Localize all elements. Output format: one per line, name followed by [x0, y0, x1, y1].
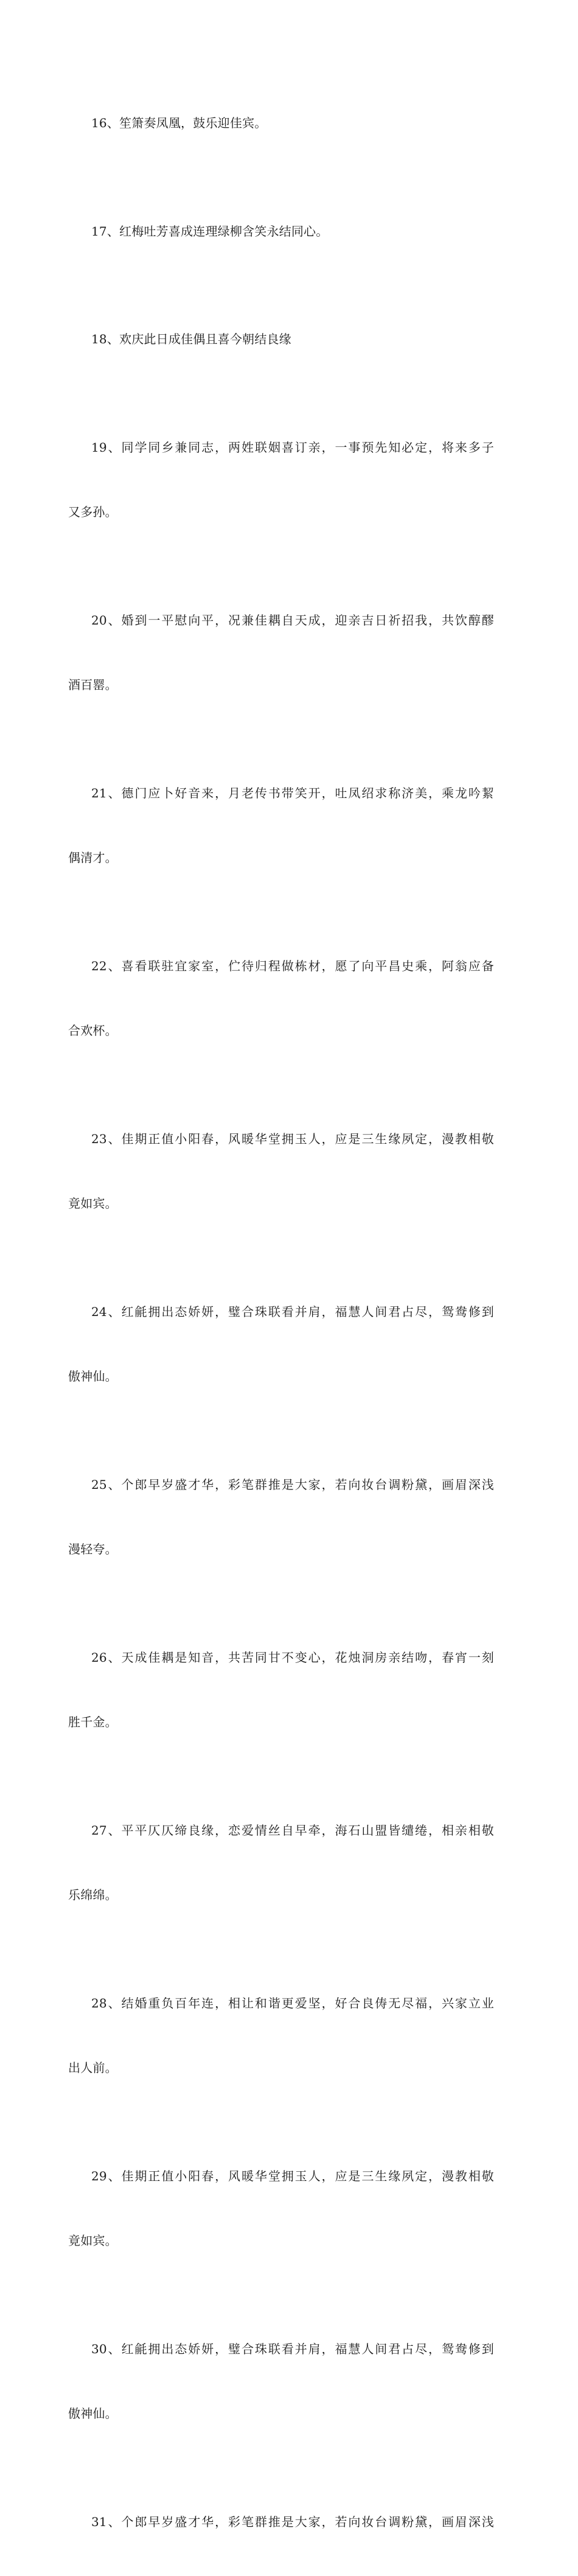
entry-line-1: 23、佳期正值小阳春，风暖华堂拥玉人，应是三生缘夙定，漫教相敬 — [68, 1129, 494, 1150]
list-item — [68, 1604, 494, 1777]
entry-line-1: 28、结婚重负百年连，相让和谐更爱坚，好合良俦无尽福，兴家立业 — [68, 1993, 494, 2015]
entry-line-1: 16、笙箫奏凤凰，鼓乐迎佳宾。 — [68, 113, 494, 135]
list-item — [68, 567, 494, 740]
list-item — [68, 1085, 494, 1258]
entry-line-1: 18、欢庆此日成佳偶且喜今朝结良缘 — [68, 329, 494, 351]
entry-line-2: 竟如宾。 — [68, 2230, 494, 2252]
entry-line-1: 25、个郎早岁盛才华，彩笔群推是大家，若向妆台调粉黛，画眉深浅 — [68, 1474, 494, 1496]
entry-line-1: 19、同学同乡兼同志，两姓联姻喜订亲，一事预先知必定，将来多子 — [68, 437, 494, 459]
entry-line-2: 竟如宾。 — [68, 1193, 494, 1215]
document-body — [68, 69, 494, 2576]
entry-line-1: 31、个郎早岁盛才华，彩笔群推是大家，若向妆台调粉黛，画眉深浅 — [68, 2511, 494, 2533]
entry-line-2: 合欢杯。 — [68, 1020, 494, 1042]
list-item — [68, 178, 494, 286]
entry-line-1: 30、红毹拥出态娇妍，璧合珠联看并肩，福慧人间君占尽，鸳鸯修到 — [68, 2339, 494, 2361]
entry-line-2: 酒百罂。 — [68, 674, 494, 696]
entry-line-2: 偶清才。 — [68, 847, 494, 869]
entry-line-2: 乐绵绵。 — [68, 1885, 494, 1906]
entry-line-1: 20、婚到一平慰向平，况兼佳耦自天成，迎亲吉日祈招我，共饮醇醪 — [68, 610, 494, 632]
list-item — [68, 2468, 494, 2576]
list-item — [68, 1431, 494, 1604]
entry-line-2: 傲神仙。 — [68, 1366, 494, 1388]
entry-line-2: 出人前。 — [68, 2057, 494, 2079]
entry-line-1: 24、红毹拥出态娇妍，璧合珠联看并肩，福慧人间君占尽，鸳鸯修到 — [68, 1301, 494, 1323]
list-item — [68, 1950, 494, 2123]
entry-line-1: 27、平平仄仄缔良缘，恋爱情丝自早牵，海石山盟皆缱绻，相亲相敬 — [68, 1820, 494, 1842]
entry-line-1: 26、天成佳耦是知音，共苦同甘不变心，花烛洞房亲结吻，春宵一刻 — [68, 1647, 494, 1669]
entry-line-2: 又多孙。 — [68, 502, 494, 523]
list-item — [68, 912, 494, 1085]
list-item — [68, 394, 494, 567]
entry-line-2: 傲神仙。 — [68, 2403, 494, 2425]
list-item — [68, 285, 494, 394]
document-page — [0, 0, 578, 749]
list-item — [68, 740, 494, 912]
list-item — [68, 69, 494, 178]
list-item — [68, 2295, 494, 2468]
entry-line-2: 漫轻夸。 — [68, 1539, 494, 1561]
list-item — [68, 2123, 494, 2295]
entry-line-2: 胜千金。 — [68, 1712, 494, 1734]
entry-line-1: 29、佳期正值小阳春，风暖华堂拥玉人，应是三生缘夙定，漫教相敬 — [68, 2166, 494, 2188]
entry-line-1: 21、德门应卜好音来，月老传书带笑开，吐凤绍求称济美，乘龙吟絜 — [68, 783, 494, 805]
list-item — [68, 1777, 494, 1950]
entry-line-1: 22、喜看联驻宜家室，伫待归程做栋材，愿了向平昌史乘，阿翁应备 — [68, 956, 494, 978]
list-item — [68, 1258, 494, 1431]
entry-line-1: 17、红梅吐芳喜成连理绿柳含笑永结同心。 — [68, 221, 494, 243]
